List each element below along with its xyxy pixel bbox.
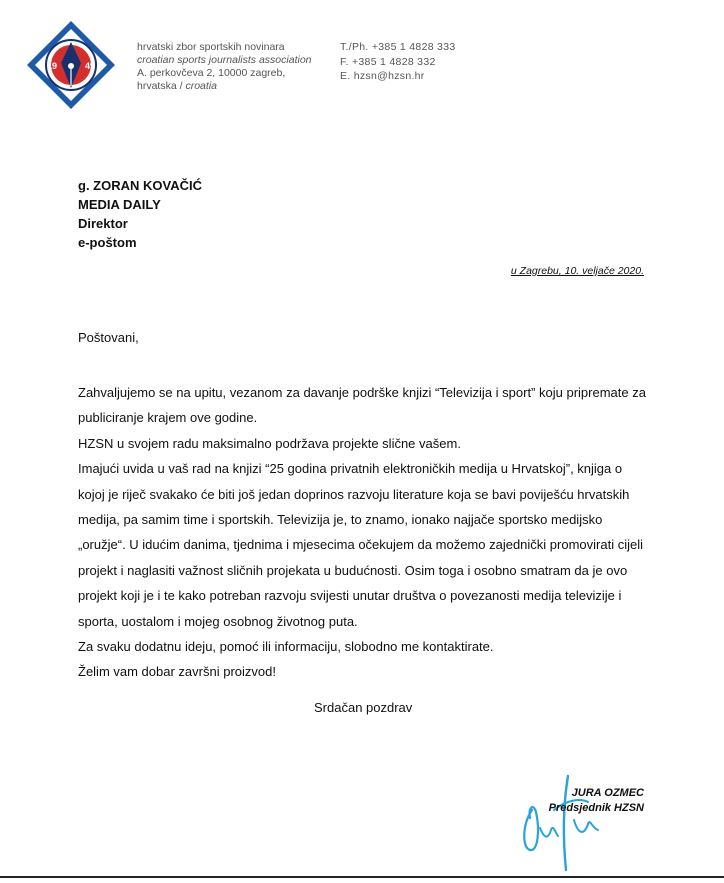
signatory-name: JURA OZMEC [571,787,644,799]
bottom-divider [0,876,724,878]
recipient-delivery: e-poštom [78,235,137,250]
logo-year-right: 49 [84,61,96,71]
recipient-name: g. ZORAN KOVAČIĆ [78,178,202,193]
signatory-title: Predsjednik HZSN [548,802,644,814]
greeting: Poštovani, [78,330,139,345]
contact-email[interactable]: E. hzsn@hzsn.hr [340,70,425,82]
contact-phone: T./Ph. +385 1 4828 333 [340,41,456,53]
org-country-sep: / [176,80,186,92]
body-paragraph-1: Zahvaljujemo se na upitu, vezanom za davanje podrške knjizi “Televizija i sport” koju pripremate za publiciranje krajem ove godine. [78,385,646,426]
closing: Srdačan pozdrav [314,700,413,715]
hzsn-logo [24,18,118,112]
body-paragraph-2: HZSN u svojem radu maksimalno podržava projekte slične vašem. [78,435,461,451]
recipient-company: MEDIA DAILY [78,197,161,212]
org-name-en: croatian sports journalists association [137,54,312,66]
contact-block [340,40,455,84]
org-country [137,80,312,93]
recipient-block [78,176,202,252]
letter-date: u Zagrebu, 10. veljače 2020. [510,265,644,277]
signatory-block [549,786,644,816]
contact-fax: F. +385 1 4828 332 [340,55,436,68]
letter-body [78,380,648,685]
body-paragraph-4: Za svaku dodatnu ideju, pomoć ili informaciju, slobodno me kontaktirate. [78,639,494,655]
org-block [137,41,312,93]
body-paragraph-5: Želim vam dobar završni proizvod! [78,664,276,680]
body-paragraph-3: Imajući uvida u vaš rad na knjizi “25 godina privatnih elektroničkih medija u Hrvatskoj”, knjiga o kojoj je riječ svakako će biti još jedan doprinos razvoju literature koja se bavi poviješću hrvatskih medija, pa samim time i sportskih. Televizija je, to znamo, ionako najjače sportsko medijsko „oružje“. U idućim danima, tjednima i mjesecima očekujem da možemo zajednički promovirati cijeli projekt i naglasiti važnost sličnih projekata u budućnosti. Osim toga i osobno smatram da je ovo projekt koji je i te kako potreban razvoju svijesti unutar društva o povezanosti medija televizije i sporta, uostalom i mojeg osobnog životnog puta. [78,461,643,629]
org-country-en: croatia [185,80,217,92]
logo-year-left: 19 [46,61,58,71]
recipient-role: Direktor [78,216,128,231]
org-address: A. perkovčeva 2, 10000 zagreb, [137,67,286,79]
org-country-hr: hrvatska [137,80,177,92]
org-name-hr: hrvatski zbor sportskih novinara [137,41,285,53]
